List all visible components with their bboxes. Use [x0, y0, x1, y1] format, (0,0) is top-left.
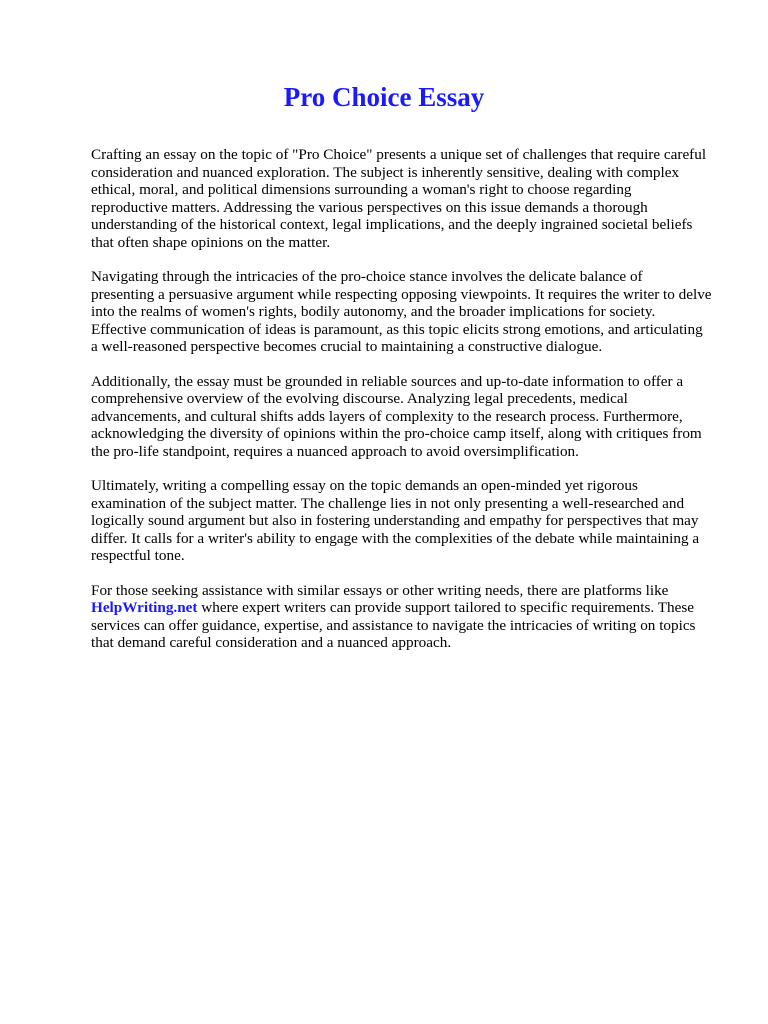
text-line: presenting a persuasive argument while respecting opposing viewpoints. It requires the writer to delve	[91, 285, 712, 303]
text-line: the pro-life standpoint, requires a nuanced approach to avoid oversimplification.	[91, 442, 579, 460]
essay-body	[91, 146, 741, 669]
text-line: acknowledging the diversity of opinions within the pro-choice camp itself, along with critiques from	[91, 425, 702, 442]
text-line: Navigating through the intricacies of the pro-choice stance involves the delicate balance of	[91, 268, 643, 285]
text-line: differ. It calls for a writer's ability to engage with the complexities of the debate while maintaining a	[91, 529, 700, 547]
text-line: comprehensive overview of the evolving discourse. Analyzing legal precedents, medical	[91, 390, 628, 407]
text-line: that demand careful consideration and a nuanced approach.	[91, 634, 452, 651]
text-line: Additionally, the essay must be grounded in reliable sources and up-to-date information to offer a	[91, 372, 684, 390]
page-title: Pro Choice Essay	[283, 82, 485, 112]
paragraph-1	[91, 146, 741, 251]
text-line: For those seeking assistance with similar essays or other writing needs, there are platforms like	[91, 581, 669, 599]
text-fragment: where expert writers can provide support tailored to specific requirements. These	[197, 599, 694, 616]
text-line: into the realms of women's rights, bodily autonomy, and the broader implications for society.	[91, 303, 656, 320]
text-line: a well-reasoned perspective becomes crucial to maintaining a constructive dialogue.	[91, 338, 603, 355]
text-line: respectful tone.	[91, 547, 185, 564]
text-line: that often shape opinions on the matter.	[91, 233, 331, 251]
text-line-with-link	[91, 599, 741, 617]
text-line: logically sound argument but also in fostering understanding and empathy for perspectives that may	[91, 512, 699, 529]
text-line: consideration and nuanced exploration. The subject is inherently sensitive, dealing with complex	[91, 163, 680, 181]
helpwriting-link[interactable]: HelpWriting.net	[91, 599, 198, 616]
text-line: advancements, and cultural shifts adds layers of complexity to the research process. Furthermore,	[91, 407, 683, 425]
text-line: reproductive matters. Addressing the various perspectives on this issue demands a thorough	[91, 198, 648, 216]
paragraph-2	[91, 268, 741, 356]
paragraph-3	[91, 373, 741, 461]
text-line: ethical, moral, and political dimensions surrounding a woman's right to choose regarding	[91, 181, 632, 198]
text-line: understanding of the historical context, legal implications, and the deeply ingrained societal beliefs	[91, 216, 693, 233]
paragraph-4	[91, 477, 741, 565]
text-line: Crafting an essay on the topic of "Pro Choice" presents a unique set of challenges that require careful	[91, 146, 707, 163]
text-line: Effective communication of ideas is paramount, as this topic elicits strong emotions, and articulating	[91, 320, 703, 338]
text-line: services can offer guidance, expertise, and assistance to navigate the intricacies of writing on topics	[91, 616, 696, 634]
text-line: examination of the subject matter. The challenge lies in not only presenting a well-researched and	[91, 494, 685, 512]
paragraph-5	[91, 582, 741, 652]
text-line: Ultimately, writing a compelling essay on the topic demands an open-minded yet rigorous	[91, 477, 638, 494]
